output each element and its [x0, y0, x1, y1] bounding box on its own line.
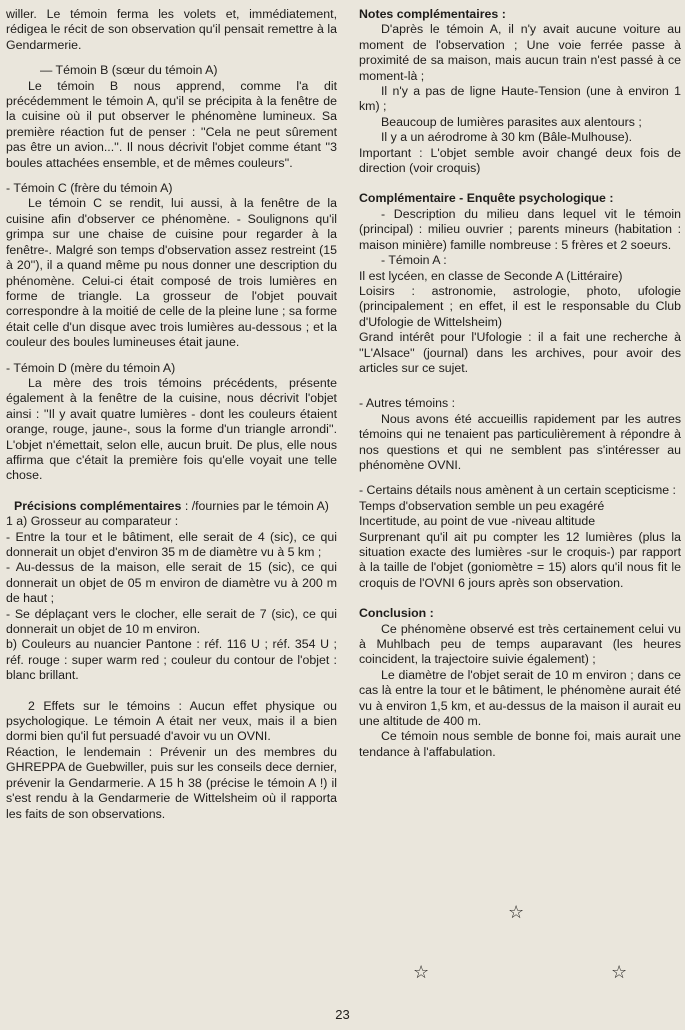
paragraph: Ce phénomène observé est très certainement celui vu à Muhlbach peu de temps auparavant (les heures coincident, la trajectoire suivie également) ; — [359, 621, 681, 667]
paragraph: - Au-dessus de la maison, elle serait de 15 (sic), ce qui donnerait un objet de 05 m environ de diamètre vu à 200 m de haut ; — [6, 560, 337, 606]
paragraph: 2 Effets sur le témoins : Aucun effet physique ou psychologique. Le témoin A était ner veux, mais il a bien dormi bien qu'il fut persuadé d'avoir vu un OVNI. — [6, 698, 337, 744]
page-number: 23 — [335, 1007, 350, 1022]
paragraph: Grand intérêt pour l'Ufologie : il a fait une recherche à ''L'Alsace'' (journal) dans les archives, pour avoir des articles sur ce sujet. — [359, 330, 681, 375]
paragraph: Temps d'observation semble un peu exagéré — [359, 498, 605, 513]
heading-autres-temoins: - Autres témoins : — [359, 396, 456, 411]
star-icon: ☆ — [413, 962, 430, 982]
paragraph: - Témoin A : — [381, 253, 447, 268]
paragraph: - Description du milieu dans lequel vit le témoin (principal) : milieu ouvrier ; parents mineurs (habitation : maison minière) famille nombreuse : 5 frères et 2 soeurs. — [359, 206, 681, 252]
paragraph: willer. Le témoin ferma les volets et, immédiatement, rédigea le récit de son observation qu'il pensait remettre à la Gendarmerie. — [6, 7, 337, 52]
psychological-heading: Complémentaire - Enquête psychologique : — [359, 191, 614, 206]
paragraph: - Se déplaçant vers le clocher, elle serait de 7 (sic), ce qui donnerait un objet de 10 m environ. — [6, 606, 337, 637]
right-column — [359, 7, 681, 760]
paragraph: Ce témoin nous semble de bonne foi, mais aurait une tendance à l'affabulation. — [359, 729, 681, 759]
paragraph: Loisirs : astronomie, astrologie, photo, ufologie (principalement ; en effet, il est le responsable du Club d'Ufologie de Wittelsheim) — [359, 283, 681, 329]
paragraph: Nous avons été accueillis rapidement par les autres témoins qui ne tenaient pas particulièrement à répondre à nos questions et qui ne semblent pas s'intéresser au phénomène OVNI. — [359, 411, 681, 472]
conclusion-heading: Conclusion : — [359, 606, 434, 621]
paragraph: - Entre la tour et le bâtiment, elle serait de 4 (sic), ce qui donnerait un objet d'environ 35 m de diamètre vu à 5 km ; — [6, 529, 337, 559]
paragraph: Réaction, le lendemain : Prévenir un des membres du GHREPPA de Guebwiller, puis sur les conseils dece dernier, prévenir la Gendarmerie. A 15 h 38 (précise le témoin A !) il s'est rendu à la Gendarmerie de Wittelsheim où il rapporta les faits de son observations. — [6, 744, 337, 821]
left-column — [6, 7, 337, 822]
star-icon: ☆ — [508, 902, 525, 922]
paragraph: Il est lycéen, en classe de Seconde A (Littéraire) — [359, 268, 623, 283]
paragraph: Il y a un aérodrome à 30 km (Bâle-Mulhouse). — [381, 130, 633, 145]
paragraph: b) Couleurs au nuancier Pantone : réf. 116 U ; réf. 354 U ; réf. rouge : super warm red ; couleur du contour de l'objet : blanc brillant. — [6, 637, 337, 683]
precisions-heading: Précisions complémentaires — [14, 498, 182, 513]
paragraph: Le témoin C se rendit, lui aussi, à la fenêtre de la cuisine afin d'observer ce phénomène. - Soulignons qu'il grimpa sur une chaise de cuisine pour regarder à la fenêtre-. Malgré son temps d'observation assez restreint (15 à 20''), il a quand même pu nous donner une description du phénomène. Celui-ci était composé de trois lumières en forme de triangle. La grosseur de l'objet pouvait correspondre à la moitié de celle de la pleine lune ; sa forme était celle d'un disque avec trois lumières au-dessous ; et la couleur des boules lumineuses était jaune. — [6, 196, 337, 350]
heading-temoin-b: — Témoin B (sœur du témoin A) — [40, 63, 218, 78]
paragraph: Important : L'objet semble avoir changé deux fois de direction (voir croquis) — [359, 145, 681, 176]
precisions-heading-line — [6, 499, 337, 514]
precisions-heading-rest: : /fournies par le témoin A) — [181, 498, 329, 513]
heading-temoin-c: - Témoin C (frère du témoin A) — [6, 181, 173, 196]
heading-scepticisme: - Certains détails nous amènent à un certain scepticisme : — [359, 483, 676, 498]
paragraph: Il n'y a pas de ligne Haute-Tension (une à environ 1 km) ; — [359, 84, 681, 114]
star-icon: ☆ — [611, 962, 628, 982]
paragraph: Incertitude, au point de vue -niveau altitude — [359, 514, 596, 529]
notes-heading: Notes complémentaires : — [359, 7, 506, 21]
paragraph: D'après le témoin A, il n'y avait aucune voiture au moment de l'observation ; Une voie ferrée passe à proximité de sa maison, mais aucun train n'est passé à ce moment-là ; — [359, 22, 681, 83]
paragraph: Le témoin B nous apprend, comme l'a dit précédemment le témoin A, qu'il se précipita à la fenêtre de la cuisine où il put observer le phénomène lumineux. Sa première réaction fut de penser : ''Cela ne peut sûrement pas être un avion...''. Il nous décrivit l'objet comme étant ''3 boules attachées ensemble, et de mêmes couleurs''. — [6, 78, 337, 170]
paragraph: Surprenant qu'il ait pu compter les 12 lumières (plus la situation exacte des lumières -sur le croquis-) par rapport à la taille de l'objet (goniomètre = 15) alors qu'il nous fit le croquis de l'OVNI 6 jours après son observation. — [359, 529, 681, 590]
paragraph: Le diamètre de l'objet serait de 10 m environ ; dans ce cas là entre la tour et le bâtiment, le phénomène aurait été vu à environ 1,5 km, et au-dessus de la maison il aurait eu une altitude de 400 m. — [359, 667, 681, 729]
paragraph: Beaucoup de lumières parasites aux alentours ; — [381, 114, 642, 129]
paragraph: La mère des trois témoins précédents, présente également à la fenêtre de la cuisine, nous décrivit l'objet ainsi : ''Il y avait quatre lumières - dont les couleurs étaient orange, rouge, jaune-, sous la forme d'un triangle arrondi''. L'objet n'émettait, selon elle, aucun bruit. De plus, elle nous affirma que c'était la première fois qu'elle voyait une telle chose. — [6, 375, 337, 483]
paragraph: 1 a) Grosseur au comparateur : — [6, 514, 179, 529]
heading-temoin-d: - Témoin D (mère du témoin A) — [6, 360, 176, 375]
